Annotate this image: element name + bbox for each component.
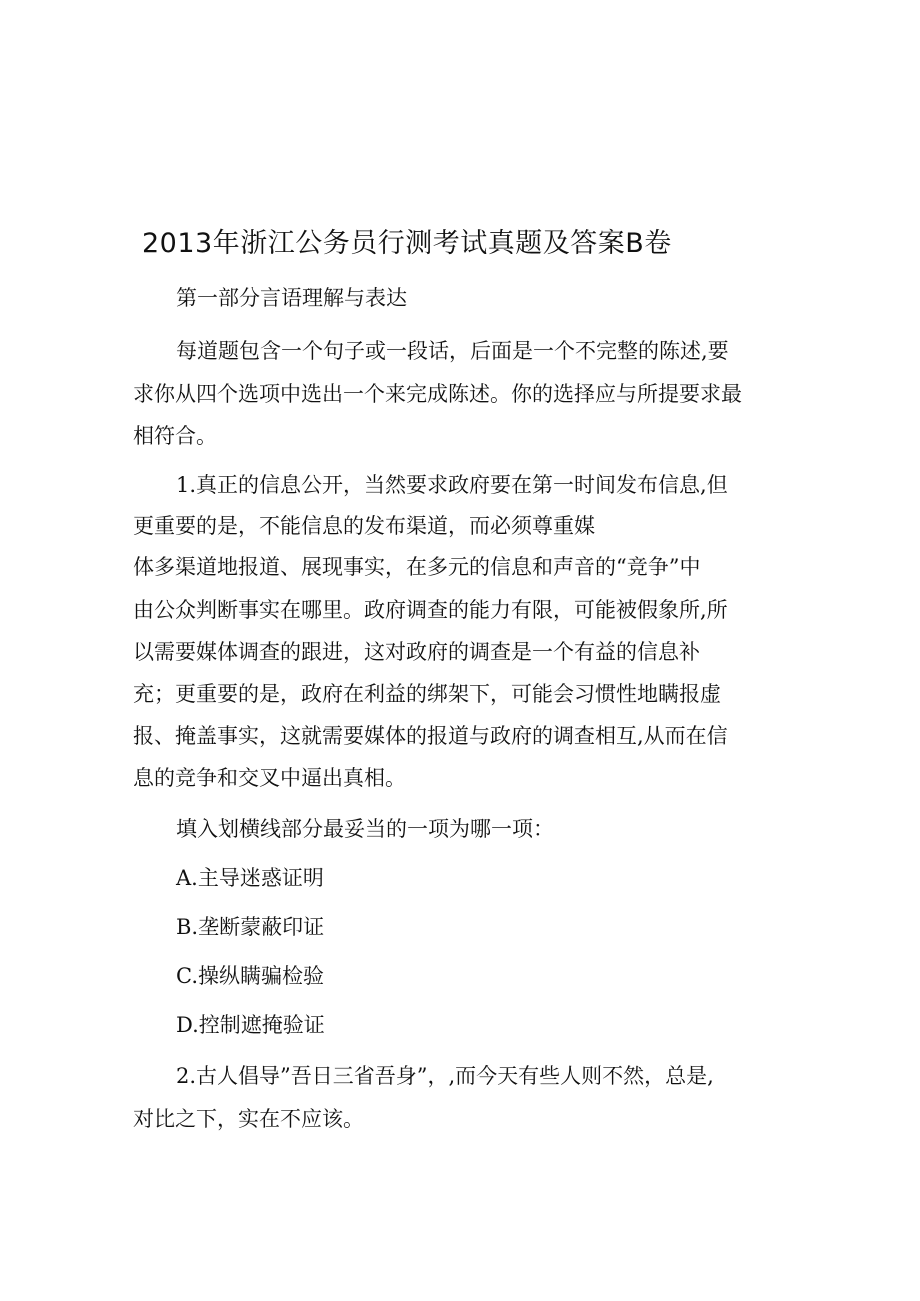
option-c: C.操纵瞒骗检验 xyxy=(176,964,324,988)
question-line: 息的竞争和交叉中逼出真相。 xyxy=(133,766,406,790)
document-title: 2013年浙江公务员行测考试真题及答案B卷 xyxy=(142,228,672,259)
question-prompt: 填入划横线部分最妥当的一项为哪一项： xyxy=(176,817,554,841)
question-line: 由公众判断事实在哪里。政府调查的能力有限，可能被假象所,所 xyxy=(133,598,728,622)
paragraph-line: 求你从四个选项中选出一个来完成陈述。你的选择应与所提要求最 xyxy=(133,382,742,406)
question-line: 更重要的是，不能信息的发布渠道，而必须尊重媒 xyxy=(133,514,595,538)
question-line: 对比之下，实在不应该。 xyxy=(133,1107,364,1131)
option-d: D.控制遮掩验证 xyxy=(176,1013,325,1037)
question-line: 体多渠道地报道、展现事实，在多元的信息和声音的“竞争”中 xyxy=(133,555,701,579)
option-b: B.垄断蒙蔽印证 xyxy=(176,915,325,939)
question-line: 充；更重要的是，政府在利益的绑架下，可能会习惯性地瞒报虚 xyxy=(133,682,721,706)
paragraph-line: 每道题包含一个句子或一段话，后面是一个不完整的陈述,要 xyxy=(176,339,729,363)
question-line: 以需要媒体调查的跟进，这对政府的调查是一个有益的信息补 xyxy=(133,640,700,664)
option-a: A.主导迷惑证明 xyxy=(176,866,324,890)
question-line: 1.真正的信息公开，当然要求政府要在第一时间发布信息,但 xyxy=(176,473,728,497)
question-line: 2.古人倡导”吾日三省吾身”，,而今天有些人则不然，总是, xyxy=(176,1064,714,1088)
section-heading: 第一部分言语理解与表达 xyxy=(176,286,407,310)
question-line: 报、掩盖事实，这就需要媒体的报道与政府的调查相互,从而在信 xyxy=(133,724,728,748)
paragraph-line: 相符合。 xyxy=(133,424,217,448)
